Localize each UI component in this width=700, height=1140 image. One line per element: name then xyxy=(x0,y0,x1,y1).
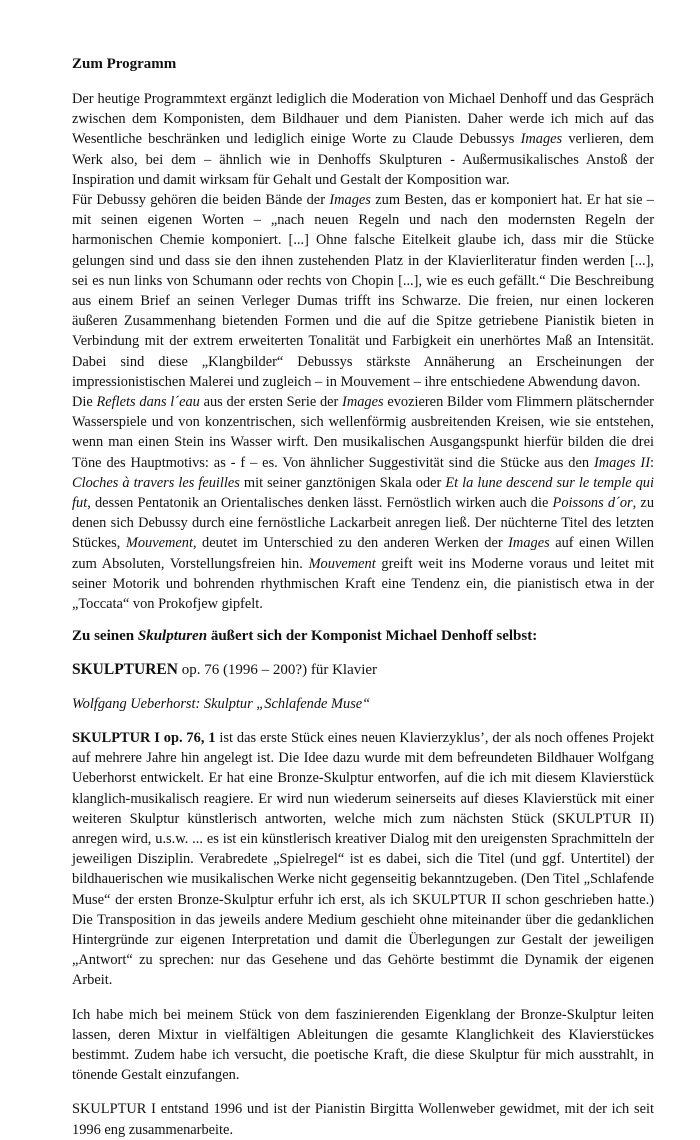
debussy-images-paragraph: Für Debussy gehören die beiden Bände der Images zum Besten, das er komponiert hat. Er hat sie – mit seinen eigenen Worten – „nach neuen Regeln und nach den modernsten Regeln der harmonischen Chemie komponiert. [...] Ohne falsche Eitelkeit glaube ich, dass mir die Stücke gelungen sind und dass sie den ihnen zustehenden Platz in der Klavierliteratur finden werden [...], sei es nun links von Schumann oder rechts von Chopin [...], wie es euch gefällt.“ Die Beschreibung aus einem Brief an seinen Verleger Dumas trifft ins Schwarze. Die freien, nur einen lockeren äußeren Zusammenhang bietenden Formen und die auf die Spitze getriebene Pianistik bieten in Verbindung mit der extrem erweiterten Tonalität und Farbigkeit ein unerhörtes Maß an Intensität. Dabei sind diese „Klangbilder“ Debussys stärkste Annäherung an Erscheinungen der impressionistischen Malerei und zugleich – in Mouvement – ihre entschiedene Abwendung davon. xyxy=(72,192,655,390)
work-subtitle: Wolfgang Ueberhorst: Skulptur „Schlafende Muse“ xyxy=(72,695,371,712)
page-title: Zum Programm xyxy=(72,56,177,72)
work-title: SKULPTUREN op. 76 (1996 – 200?) für Klavier xyxy=(72,661,378,679)
eigenklang-paragraph: Ich habe mich bei meinem Stück von dem faszinierenden Eigenklang der Bronze-Skulptur leiten lassen, deren Mixtur in vielfältigen Ableitungen die gesamte Klanglichkeit des Klavierstückes bestimmt. Zudem habe ich versucht, die poetische Kraft, die diese Skulptur für mich ausstrahlt, in tönende Gestalt einzufangen. xyxy=(72,1006,654,1084)
dedication-paragraph: SKULPTUR I entstand 1996 und ist der Pianistin Birgitta Wollenweber gewidmet, mit der ich seit 1996 eng zusammenarbeite. xyxy=(72,1101,654,1138)
skulptur-paragraph: SKULPTUR I op. 76, 1 ist das erste Stück eines neuen Klavierzyklus’, der als noch offenes Projekt auf mehrere Jahre hin angelegt ist. Die Idee dazu wurde mit dem befreundeten Bildhauer Wolfgang Ueberhorst entwickelt. Er hat eine Bronze-Skulptur entworfen, auf die ich mit diesem Klavierstück klanglich-musikalisch reagiere. Er wird nun wiederum seinerseits auf dieses Klavierstück mit einer weiteren Skulptur künstlerisch antworten, welche mich zum nächsten Stück (SKULPTUR II) anregen wird, u.s.w. ... es ist ein künstlerisch kreativer Dialog mit den ureigensten Sprachmitteln der jeweiligen Disziplin. Verabredete „Spielregel“ ist es dabei, sich die Titel (und ggf. Untertitel) der bildhauerischen wie musikalischen Werke nicht gegenseitig bekanntzugeben. (Den Titel „Schlafende Muse“ der ersten Bronze-Skulptur erfuhr ich erst, als ich SKULPTUR II schon geschrieben hatte.) Die Transposition in das jeweils andere Medium geschieht ohne miteinander über die gedanklichen Hintergründe zur eigenen Interpretation und damit die Überlegungen zur Gestalt der jeweiligen „Antwort“ zu sprechen: nur das Gesehene und das Gehörte bestimmt die Dynamik der eigenen Arbeit. xyxy=(72,729,654,989)
section-heading: Zu seinen Skulpturen äußert sich der Komponist Michael Denhoff selbst: xyxy=(72,628,538,645)
reflets-paragraph: Die Reflets dans l´eau aus der ersten Serie der Images evozieren Bilder vom Flimmern plätschernder Wasserspiele und von konzentrischen, sich wellenförmig ausbreitenden Kreisen, wie sie entstehen, wenn man einen Stein ins Wasser wirft. Den musikalischen Ausgangspunkt hierfür bilden die drei Töne des Hauptmotivs: as - f – es. Von ähnlicher Suggestivität sind die Stücke aus den Images II: Cloches à travers les feuilles mit seiner ganztönigen Skala oder Et la lune descend sur le temple qui fut, dessen Pentatonik an Orientalisches denken lässt. Fernöstlich wirken auch die Poissons d´or, zu denen sich Debussy durch eine fernöstliche Lackarbeit anregen ließ. Der nüchterne Titel des letzten Stückes, Mouvement, deutet im Unterschied zu den anderen Werken der Images auf einen Willen zum Absoluten, Vorstellungsfreien hin. Mouvement greift weit ins Moderne voraus und leitet mit seiner Motorik und bohrenden rhythmischen Kraft eine Tendenz ein, die pianistisch etwa in der „Toccata“ von Prokofjew gipfelt. xyxy=(72,394,655,613)
intro-paragraph: Der heutige Programmtext ergänzt lediglich die Moderation von Michael Denhoff und das Gespräch zwischen dem Komponisten, dem Bildhauer und dem Pianisten. Daher werde ich mich auf das Wesentliche beschränken und lediglich einige Worte zu Claude Debussys Images verlieren, dem Werk also, bei dem – ähnlich wie in Denhoffs Skulpturen - Außermusikalisches Anstoß der Inspiration und damit wirksam für Gehalt und Gestalt der Komposition war. xyxy=(72,91,655,188)
